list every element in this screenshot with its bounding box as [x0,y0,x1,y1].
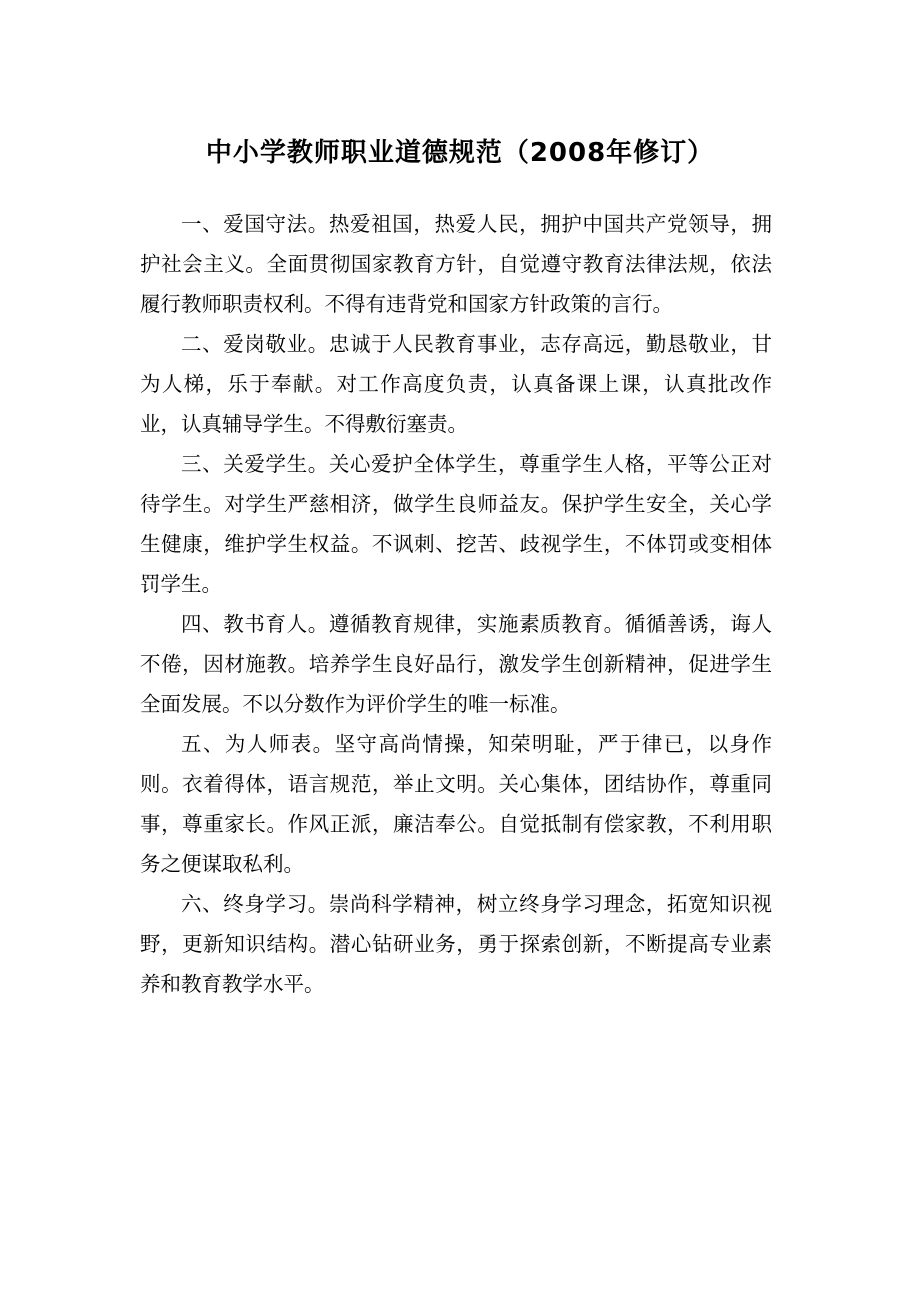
document-title: 中小学教师职业道德规范（2008年修订） [205,138,715,169]
section-dedication-paragraph: 二、爱岗敬业。忠诚于人民教育事业，志存高远，勤恳敬业，甘为人梯，乐于奉献。对工作高度负责，认真备课上课，认真批改作业，认真辅导学生。不得敷衍塞责。 [140,332,772,436]
section-teaching-paragraph: 四、教书育人。遵循教育规律，实施素质教育。循循善诱，诲人不倦，因材施教。培养学生良好品行，激发学生创新精神，促进学生全面发展。不以分数作为评价学生的唯一标准。 [140,612,772,716]
section-role-model-paragraph: 五、为人师表。坚守高尚情操，知荣明耻，严于律已，以身作则。衣着得体，语言规范，举止文明。关心集体，团结协作，尊重同事，尊重家长。作风正派，廉洁奉公。自觉抵制有偿家教，不利用职务之便谋取私利。 [140,732,772,876]
section-care-for-students-paragraph: 三、关爱学生。关心爱护全体学生，尊重学生人格，平等公正对待学生。对学生严慈相济，做学生良师益友。保护学生安全，关心学生健康，维护学生权益。不讽刺、挖苦、歧视学生，不体罚或变相体罚学生。 [140,452,772,596]
section-patriotism-paragraph: 一、爱国守法。热爱祖国，热爱人民，拥护中国共产党领导，拥护社会主义。全面贯彻国家教育方针，自觉遵守教育法律法规，依法履行教师职责权利。不得有违背党和国家方针政策的言行。 [140,212,772,316]
document-body [140,204,772,1004]
section-lifelong-learning-paragraph: 六、终身学习。崇尚科学精神，树立终身学习理念，拓宽知识视野，更新知识结构。潜心钻研业务，勇于探索创新，不断提高专业素养和教育教学水平。 [140,892,772,996]
